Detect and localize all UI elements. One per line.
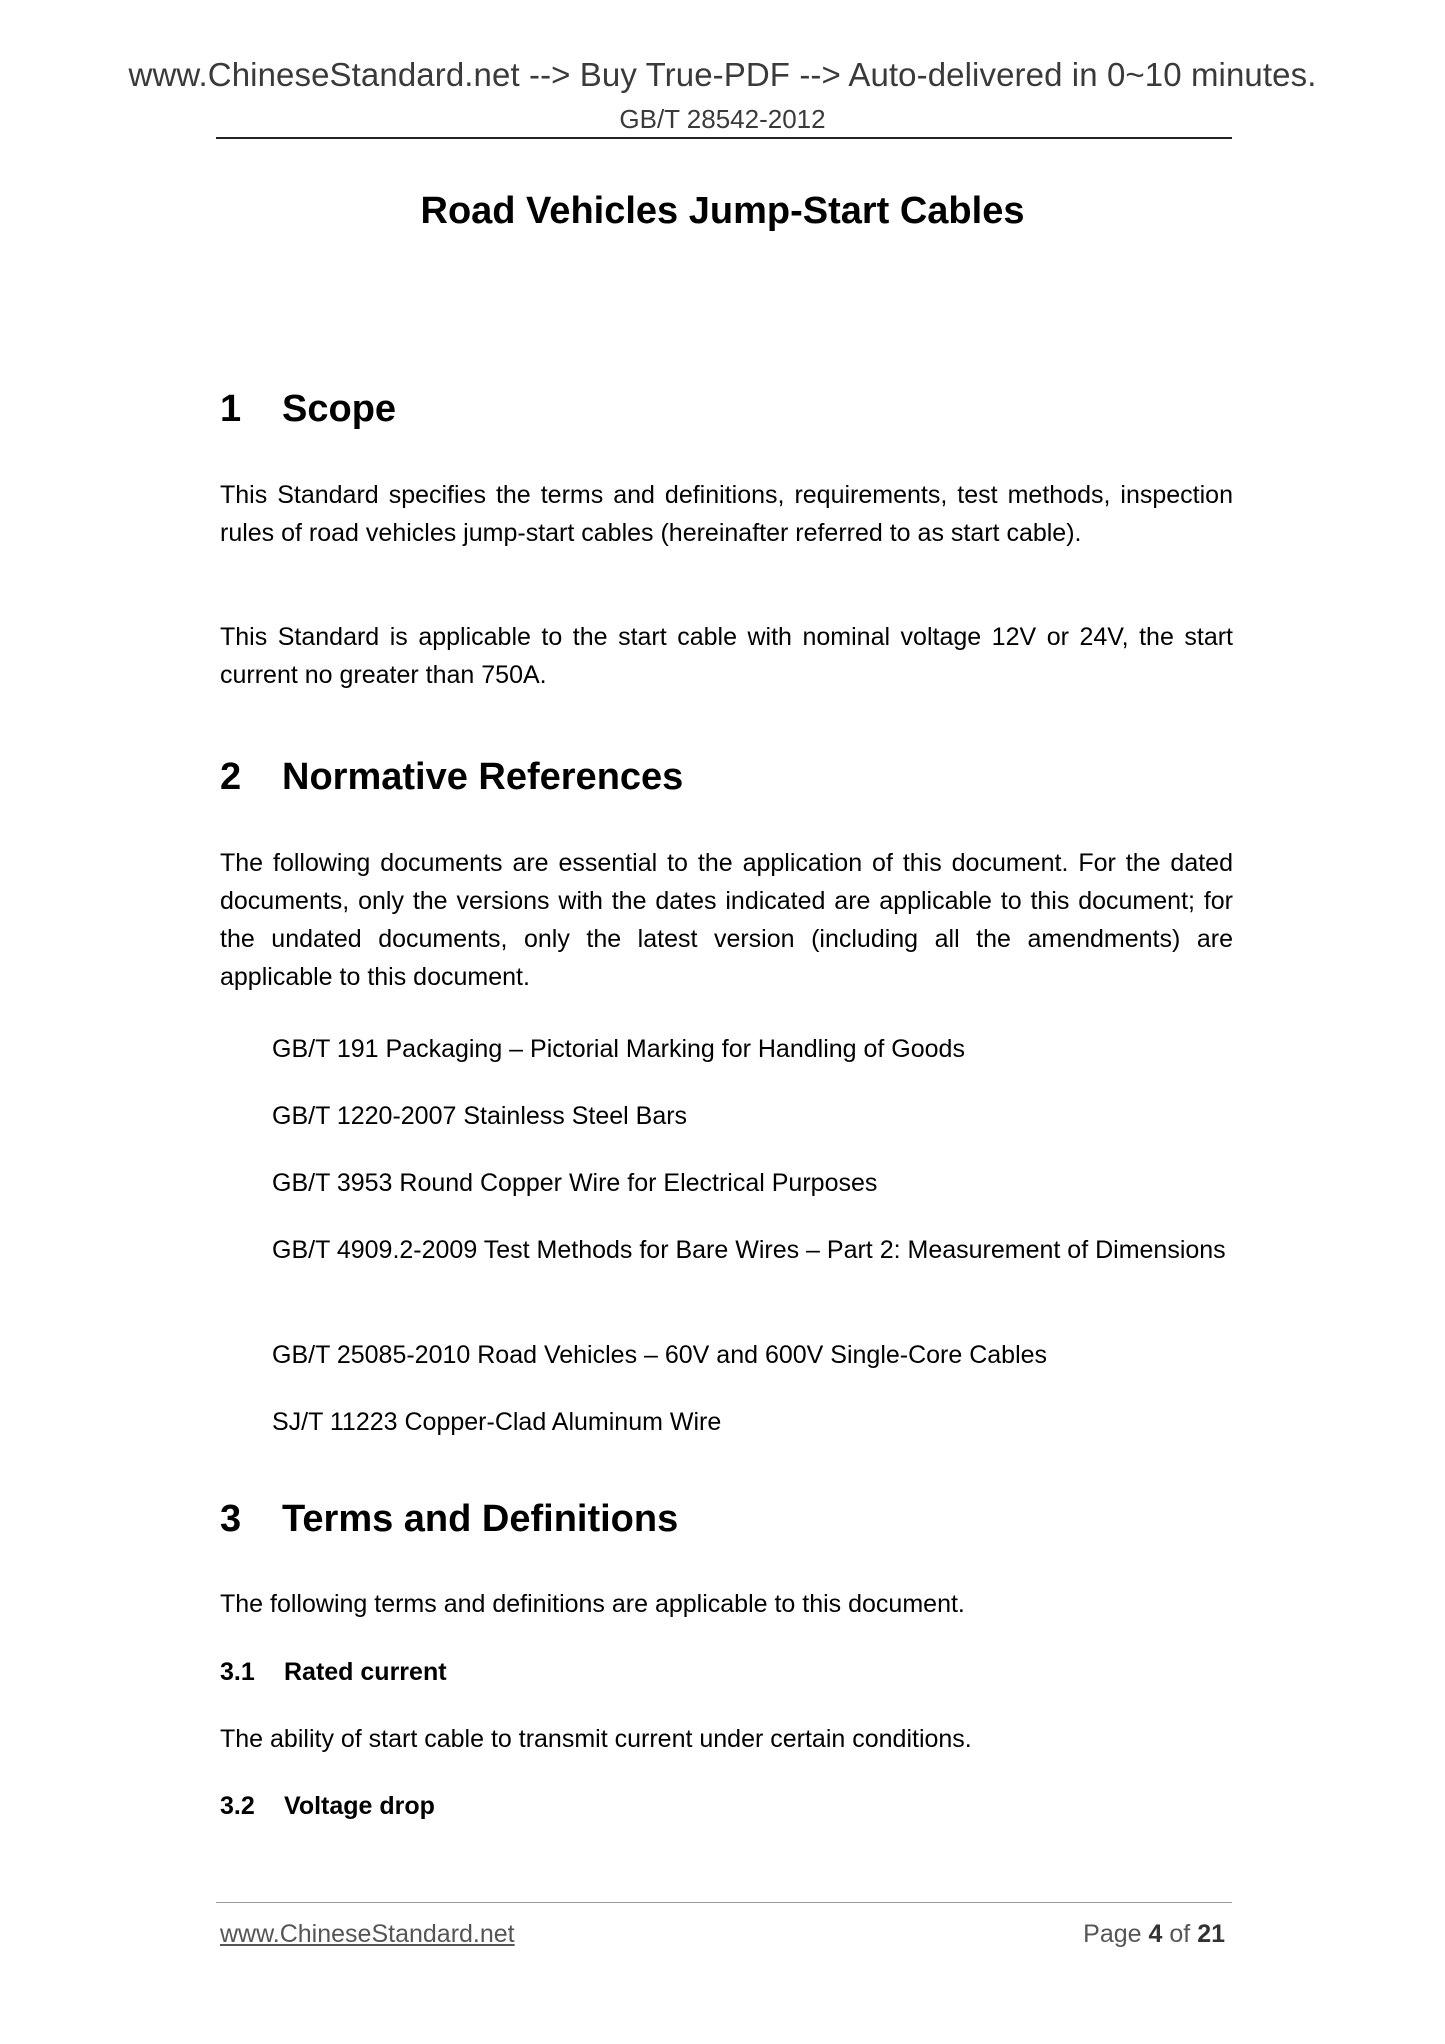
rated-current-definition: The ability of start cable to transmit current under certain conditions. [220,1725,972,1753]
section-title: Normative References [282,756,684,798]
page-separator: of [1169,1920,1191,1948]
subsection-title: Rated current [284,1658,447,1686]
scope-paragraph-2: This Standard is applicable to the start cable with nominal voltage 12V or 24V, the start current no greater than 750A. [220,623,1233,689]
reference-item: GB/T 191 Packaging – Pictorial Marking for Handling of Goods [272,1035,965,1063]
document-title: Road Vehicles Jump-Start Cables [420,190,1025,232]
reference-item: GB/T 4909.2-2009 Test Methods for Bare Wires – Part 2: Measurement of Dimensions [272,1236,1226,1264]
header-banner: www.ChineseStandard.net --> Buy True-PDF --> Auto-delivered in 0~10 minutes. [128,56,1317,93]
reference-item: GB/T 1220-2007 Stainless Steel Bars [272,1102,688,1130]
page-total: 21 [1197,1920,1225,1948]
subsection-heading-voltage-drop [220,1792,435,1821]
section-number: 3 [220,1498,242,1540]
section-number: 1 [220,388,242,430]
references-intro: The following documents are essential to the application of this document. For the dated documents, only the versions with the dates indicated are applicable to this document; for the undated documents, only the latest version (including all the amendments) are applicable to this document. [220,849,1233,991]
page-prefix: Page [1083,1920,1142,1948]
subsection-title: Voltage drop [284,1792,435,1820]
reference-item: GB/T 3953 Round Copper Wire for Electrical Purposes [272,1169,878,1197]
section-heading-scope [220,388,396,431]
subsection-number: 3.1 [220,1658,255,1686]
subsection-number: 3.2 [220,1792,255,1820]
reference-item: SJ/T 11223 Copper-Clad Aluminum Wire [272,1408,722,1436]
page-current: 4 [1148,1920,1163,1948]
scope-paragraph-1: This Standard specifies the terms and definitions, requirements, test methods, inspection rules of road vehicles jump-start cables (hereinafter referred to as start cable). [220,481,1233,547]
section-title: Terms and Definitions [282,1498,679,1540]
section-heading-references [220,756,683,799]
subsection-heading-rated-current [220,1658,447,1687]
page-indicator [1083,1920,1225,1949]
section-title: Scope [282,388,397,430]
section-number: 2 [220,756,242,798]
header-divider [216,137,1232,139]
footer-website-link[interactable]: www.ChineseStandard.net [220,1920,515,1948]
terms-intro: The following terms and definitions are applicable to this document. [220,1590,965,1618]
reference-item: GB/T 25085-2010 Road Vehicles – 60V and 600V Single-Core Cables [272,1341,1048,1369]
section-heading-terms [220,1498,678,1541]
standard-code: GB/T 28542-2012 [619,104,826,134]
footer-divider [216,1902,1232,1903]
